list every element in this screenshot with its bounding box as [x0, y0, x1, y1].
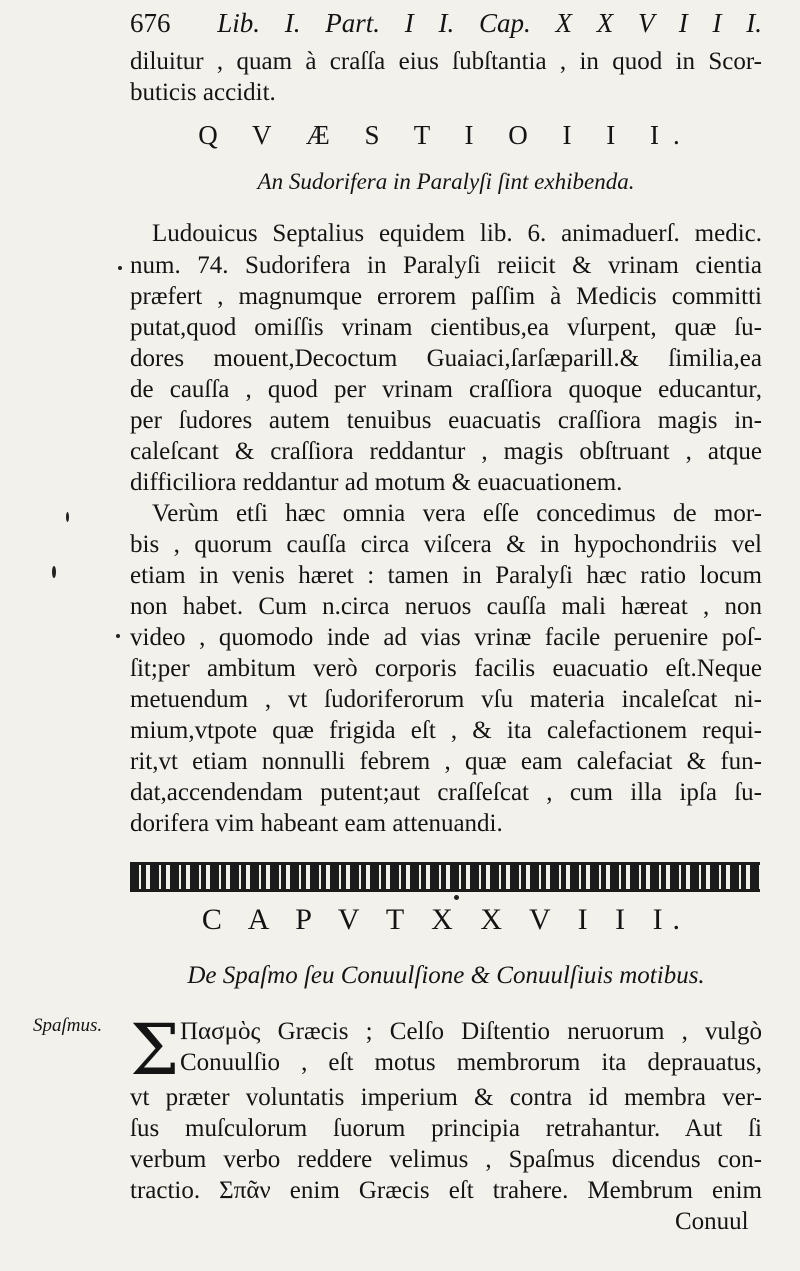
text-line: Verùm etſi hæc omnia vera eſſe concedimus de mor- — [152, 500, 762, 527]
text-line: num. 74. Sudorifera in Paralyſi reiicit & vrinam cientia — [130, 252, 762, 279]
ink-speck — [52, 566, 56, 578]
text-line: Ludouicus Septalius equidem lib. 6. animaduerſ. medic. — [152, 220, 762, 247]
text-line: ſit;per ambitum verò corporis facilis euacuatio eſt.Neque — [130, 655, 762, 682]
text-line: Conuulſio , eſt motus membrorum ita deprauatus, — [180, 1049, 762, 1076]
text-line: per ſudores autem tenuibus euacuatis craſſiora magis in- — [130, 407, 762, 434]
ink-speck — [116, 634, 120, 638]
ink-speck — [118, 266, 122, 270]
ink-speck — [66, 512, 69, 522]
chapter-title: C A P V T X X V I I I. — [201, 903, 691, 936]
text-line: dorifera vim habeant eam attenuandi. — [130, 810, 503, 837]
text-line: etiam in venis hæret : tamen in Paralyſi hæc ratio locum — [130, 562, 762, 589]
text-line: difficiliora reddantur ad motum & euacuationem. — [130, 469, 623, 496]
text-line: dat,accendendam putent;aut craſſeſcat , cum illa ipſa ſu- — [130, 779, 762, 806]
ornamental-border — [130, 862, 760, 892]
question-subtitle: An Sudorifera in Paralyſi ſint exhibenda. — [257, 169, 635, 194]
text-line: præfert , magnumque errorem paſſim à Medicis committi — [130, 283, 762, 310]
margin-note: Spaſmus. — [33, 1015, 103, 1036]
text-line: diluitur , quam à craſſa eius ſubſtantia , in quod in Scor- — [130, 48, 762, 75]
text-line: verbum verbo reddere velimus , Spaſmus dicendus con- — [130, 1146, 762, 1173]
text-line: ſus muſculorum ſuorum principia retrahantur. Aut ſi — [130, 1115, 762, 1142]
catchword: Conuul — [675, 1208, 749, 1235]
text-line: rit,vt etiam nonnulli febrem , quæ eam calefaciat & fun- — [130, 748, 762, 775]
question-title: Q V Æ S T I O I I I. — [198, 120, 694, 150]
text-line: de cauſſa , quod per vrinam craſſiora quoque educantur, — [130, 376, 762, 403]
text-line: bis , quorum cauſſa circa viſcera & in hypochondriis vel — [130, 531, 762, 558]
text-line: non habet. Cum n.circa neruos cauſſa mali hæreat , non — [130, 593, 762, 620]
text-line: video , quomodo inde ad vias vrinæ facile peruenire poſ- — [130, 624, 762, 651]
text-line: tractio. Σπᾶν enim Græcis eſt trahere. Membrum enim — [130, 1177, 762, 1204]
drop-capital: Σ — [130, 1009, 180, 1091]
text-line: vt præter voluntatis imperium & contra id membra ver- — [130, 1084, 762, 1111]
text-line: dores mouent,Decoctum Guaiaci,ſarſæparill.& ſimilia,ea — [130, 345, 762, 372]
text-line: mium,vtpote quæ frigida eſt , & ita calefactionem requi- — [130, 717, 762, 744]
page-number: 676 — [130, 8, 171, 38]
text-line: metuendum , vt ſudoriferorum vſu materia incaleſcat ni- — [130, 686, 762, 713]
running-head-title: Lib. I. Part. I I. Cap. X X V I I I. — [217, 8, 763, 38]
text-line: Πασμὸς Græcis ; Celſo Diſtentio neruorum , vulgò — [180, 1018, 762, 1045]
text-line: buticis accidit. — [130, 79, 276, 106]
text-line: caleſcant & craſſiora reddantur , magis obſtruant , atque — [130, 438, 762, 465]
text-line: putat,quod omiſſis vrinam cientibus,ea vſurpent, quæ ſu- — [130, 314, 762, 341]
ink-speck — [454, 895, 459, 900]
chapter-subtitle: De Spaſmo ſeu Conuulſione & Conuulſiuis motibus. — [187, 962, 705, 989]
running-header — [130, 8, 762, 39]
